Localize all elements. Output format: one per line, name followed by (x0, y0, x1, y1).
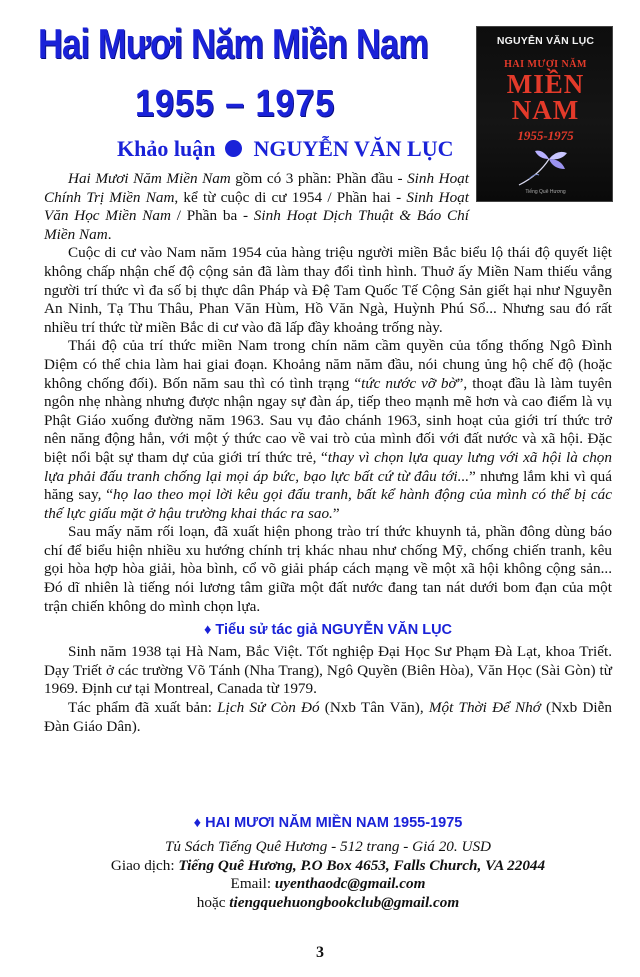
book-email-alt-line: hoặc tiengquehuongbookclub@gmail.com (196, 893, 460, 911)
diamond-icon: ♦ (193, 815, 206, 831)
body-paragraph: Thái độ của trí thức miền Nam trong chín năm cầm quyền của tổng thống Ngô Đình Diệm có thể chia làm hai giai đoạn. Khoảng năm năm đầu, nói chung ủng hộ chế độ (hoặc không chống đối). Bốn năm sau thì có tình trạng “tức nước vỡ bờ”, thoạt đầu là làm tuyên ngôn nhẹ nhàng nhưng được nhận ngay sự đàn áp, tiếp theo mạnh mẽ hơn và cao điểm là vụ Phật Giáo xuống đường năm 1963. Sau vụ đảo chánh 1963, sinh hoạt của giới trí thức trở nên năng động hẳn, với một ý thức cao về vai trò của mình đối với đất nước và xã hội. Đặc biệt nổi bật sự tham dự của giới trí thức trẻ, “thay vì chọn lựa quay lưng với xã hội là chọn lựa phải đấu tranh chống lại mọi áp bức, bạo lực bất cứ từ đâu tới...” nhưng lắm khi vì quá hăng say, “họ lao theo mọi lời kêu gọi đấu tranh, bất kể hành động của mình có thể bị các thế lực giấu mặt ở hậu trường khai thác ra sao.” (44, 337, 612, 522)
cover-title-line1: MIỀN (506, 69, 585, 99)
bio-paragraph: Sinh năm 1938 tại Hà Nam, Bắc Việt. Tốt nghiệp Đại Học Sư Phạm Đà Lạt, khoa Triết. Dạy Triết ở các trường Võ Tánh (Nha Trang), Ngô Quyền (Biên Hòa), Văn Học (Sài Gòn) từ 1969. Định cư tại Montreal, Canada từ 1979. (44, 643, 612, 698)
bullet-dot-icon (225, 140, 242, 157)
email-alt-link[interactable]: tiengquehuongbookclub@gmail.com (229, 893, 460, 911)
body-paragraph: Sau mấy năm rối loạn, đã xuất hiện phong trào trí thức khuynh tả, phần đông dùng báo chí để biểu hiện nhiều xu hướng chính trị khác nhau như chống Mỹ, chống chiến tranh, kêu gọi hòa hợp hòa giải, hòa bình, cổ võ giải pháp cách mạng về một xã hội không cộng sản... Đó dĩ nhiên là tiếng nói lương tâm giữa một đất nước đang tan nát dưới bom đạn của một trận chiến không do mình chọn lựa. (44, 523, 612, 615)
cover-title-big (477, 71, 614, 123)
article-title-years: 1955 – 1975 (135, 83, 336, 125)
byline-author: NGUYỄN VĂN LỤC (253, 136, 454, 161)
diamond-icon: ♦ (203, 622, 212, 639)
book-email-line: Email: uyenthaodc@gmail.com (230, 875, 426, 893)
article-title: Hai Mươi Năm Miền Nam (38, 20, 429, 67)
cover-title-small: HAI MƯƠI NĂM (504, 59, 587, 70)
bio-heading: ♦ Tiểu sử tác giả NGUYỄN VĂN LỤC (203, 622, 453, 639)
bio-paragraph: Tác phẩm đã xuất bản: Lịch Sử Còn Đó (Nxb Tân Văn), Một Thời Để Nhớ (Nxb Diễn Đàn Giáo Dân). (44, 699, 612, 735)
article-body (44, 170, 612, 736)
email-link[interactable]: uyenthaodc@gmail.com (274, 875, 426, 893)
byline-prefix: Khảo luận (117, 136, 216, 161)
byline (117, 136, 454, 162)
book-info-heading: ♦ HAI MƯƠI NĂM MIỀN NAM 1955-1975 (193, 815, 463, 831)
cover-author: NGUYỄN VĂN LỤC (496, 35, 595, 47)
book-info-line: Tủ Sách Tiếng Quê Hương - 512 trang - Giá 20. USD (164, 838, 492, 855)
book-order-line: Giao dịch: Tiếng Quê Hương, P.O Box 4653, Falls Church, VA 22044 (110, 856, 546, 874)
intro-paragraph: Hai Mươi Năm Miền Nam gồm có 3 phần: Phần đầu - Sinh Hoạt Chính Trị Miền Nam, kể từ cuộc di cư 1954 / Phần hai - Sinh Hoạt Văn Học Miền Nam / Phần ba - Sinh Hoạt Dịch Thuật & Báo Chí Miền Nam. (44, 170, 469, 243)
page-number: 3 (316, 944, 324, 961)
cover-title-line2: NAM (511, 95, 580, 125)
cover-publisher: Tiếng Quê Hương (525, 189, 566, 195)
book-info-footer (44, 814, 612, 912)
cover-years: 1955-1975 (517, 128, 574, 143)
body-paragraph: Cuộc di cư vào Nam năm 1954 của hàng triệu người miền Bắc biểu lộ thái độ quyết liệt không chấp nhận chế độ cộng sản đã làm thay đổi tình hình. Thuở ấy Miền Nam thiếu vắng người trí thức vì đa số bị thực dân Pháp và Đệ Tam Quốc Tế Cộng Sản giết hại như Nguyễn An Ninh, Tạ Thu Thâu, Phan Văn Hùm, Hồ Văn Ngà, Huỳnh Phú Sổ... Nhưng sau đó rất nhiều trí thức từ miền Bắc di cư vào đã lấp đầy khoảng trống này. (44, 244, 612, 336)
